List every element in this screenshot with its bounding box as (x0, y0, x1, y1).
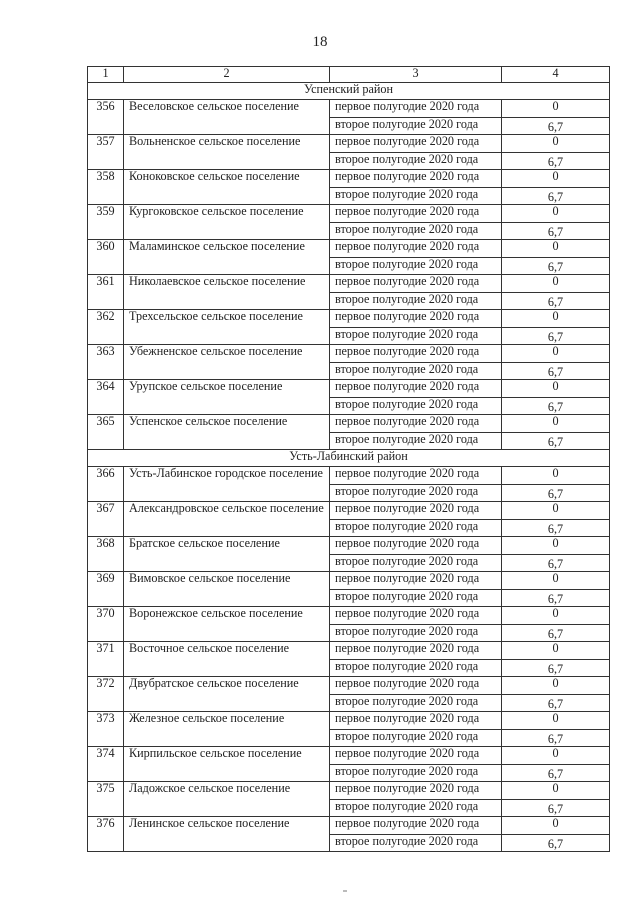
value-first-half: 0 (502, 240, 610, 258)
table-row (88, 607, 610, 625)
value-second-half: 6,7 (502, 292, 610, 310)
table-row (88, 135, 610, 153)
period-second-half: второе полугодие 2020 года (330, 694, 502, 712)
value-first-half: 0 (502, 572, 610, 590)
period-second-half: второе полугодие 2020 года (330, 327, 502, 345)
value-second-half: 6,7 (502, 484, 610, 502)
value-second-half: 6,7 (502, 362, 610, 380)
period-second-half: второе полугодие 2020 года (330, 292, 502, 310)
period-second-half: второе полугодие 2020 года (330, 729, 502, 747)
value-first-half: 0 (502, 817, 610, 835)
column-header-4: 4 (502, 67, 610, 83)
row-number: 365 (88, 415, 124, 450)
settlement-name: Николаевское сельское поселение (124, 275, 330, 310)
value-second-half: 6,7 (502, 694, 610, 712)
period-second-half: второе полугодие 2020 года (330, 764, 502, 782)
settlement-name: Веселовское сельское поселение (124, 100, 330, 135)
settlement-name: Железное сельское поселение (124, 712, 330, 747)
column-header-3: 3 (330, 67, 502, 83)
row-number: 374 (88, 747, 124, 782)
allocation-table (87, 66, 610, 852)
period-first-half: первое полугодие 2020 года (330, 310, 502, 328)
table-row (88, 275, 610, 293)
settlement-name: Убежненское сельское поселение (124, 345, 330, 380)
period-second-half: второе полугодие 2020 года (330, 659, 502, 677)
settlement-name: Маламинское сельское поселение (124, 240, 330, 275)
period-first-half: первое полугодие 2020 года (330, 747, 502, 765)
row-number: 372 (88, 677, 124, 712)
row-number: 359 (88, 205, 124, 240)
period-second-half: второе полугодие 2020 года (330, 117, 502, 135)
value-second-half: 6,7 (502, 589, 610, 607)
period-first-half: первое полугодие 2020 года (330, 712, 502, 730)
settlement-name: Александровское сельское поселение (124, 502, 330, 537)
value-first-half: 0 (502, 782, 610, 800)
table-row (88, 467, 610, 485)
period-first-half: первое полугодие 2020 года (330, 205, 502, 223)
value-first-half: 0 (502, 502, 610, 520)
settlement-name: Урупское сельское поселение (124, 380, 330, 415)
period-second-half: второе полугодие 2020 года (330, 589, 502, 607)
value-second-half: 6,7 (502, 519, 610, 537)
value-first-half: 0 (502, 205, 610, 223)
row-number: 375 (88, 782, 124, 817)
period-second-half: второе полугодие 2020 года (330, 834, 502, 852)
period-second-half: второе полугодие 2020 года (330, 257, 502, 275)
table-row (88, 747, 610, 765)
value-second-half: 6,7 (502, 554, 610, 572)
period-second-half: второе полугодие 2020 года (330, 799, 502, 817)
period-first-half: первое полугодие 2020 года (330, 817, 502, 835)
value-first-half: 0 (502, 747, 610, 765)
period-first-half: первое полугодие 2020 года (330, 572, 502, 590)
settlement-name: Успенское сельское поселение (124, 415, 330, 450)
table-row (88, 712, 610, 730)
table-row (88, 537, 610, 555)
row-number: 368 (88, 537, 124, 572)
settlement-name: Восточное сельское поселение (124, 642, 330, 677)
scan-mark (343, 890, 347, 892)
period-first-half: первое полугодие 2020 года (330, 380, 502, 398)
value-first-half: 0 (502, 310, 610, 328)
value-first-half: 0 (502, 345, 610, 363)
page-number: 18 (312, 34, 328, 50)
row-number: 356 (88, 100, 124, 135)
period-first-half: первое полугодие 2020 года (330, 275, 502, 293)
period-second-half: второе полугодие 2020 года (330, 362, 502, 380)
settlement-name: Воронежское сельское поселение (124, 607, 330, 642)
value-second-half: 6,7 (502, 117, 610, 135)
row-number: 370 (88, 607, 124, 642)
region-name: Успенский район (88, 83, 610, 100)
period-second-half: второе полугодие 2020 года (330, 484, 502, 502)
period-second-half: второе полугодие 2020 года (330, 187, 502, 205)
value-second-half: 6,7 (502, 222, 610, 240)
period-first-half: первое полугодие 2020 года (330, 415, 502, 433)
settlement-name: Братское сельское поселение (124, 537, 330, 572)
table-row (88, 345, 610, 363)
period-first-half: первое полугодие 2020 года (330, 135, 502, 153)
value-second-half: 6,7 (502, 327, 610, 345)
settlement-name: Ленинское сельское поселение (124, 817, 330, 852)
table-row (88, 205, 610, 223)
column-header-row (88, 67, 610, 83)
value-second-half: 6,7 (502, 187, 610, 205)
period-first-half: первое полугодие 2020 года (330, 537, 502, 555)
settlement-name: Ладожское сельское поселение (124, 782, 330, 817)
settlement-name: Вимовское сельское поселение (124, 572, 330, 607)
table-row (88, 782, 610, 800)
settlement-name: Коноковское сельское поселение (124, 170, 330, 205)
value-first-half: 0 (502, 275, 610, 293)
period-first-half: первое полугодие 2020 года (330, 642, 502, 660)
table-row (88, 677, 610, 695)
table-row (88, 170, 610, 188)
period-second-half: второе полугодие 2020 года (330, 554, 502, 572)
table-row (88, 572, 610, 590)
period-first-half: первое полугодие 2020 года (330, 100, 502, 118)
period-first-half: первое полугодие 2020 года (330, 345, 502, 363)
region-header-row (88, 450, 610, 467)
column-header-1: 1 (88, 67, 124, 83)
table-row (88, 415, 610, 433)
value-second-half: 6,7 (502, 834, 610, 852)
period-second-half: второе полугодие 2020 года (330, 152, 502, 170)
value-first-half: 0 (502, 135, 610, 153)
row-number: 362 (88, 310, 124, 345)
settlement-name: Трехсельское сельское поселение (124, 310, 330, 345)
table-row (88, 817, 610, 835)
value-first-half: 0 (502, 380, 610, 398)
row-number: 366 (88, 467, 124, 502)
value-first-half: 0 (502, 642, 610, 660)
value-first-half: 0 (502, 100, 610, 118)
period-second-half: второе полугодие 2020 года (330, 222, 502, 240)
row-number: 369 (88, 572, 124, 607)
value-second-half: 6,7 (502, 729, 610, 747)
value-first-half: 0 (502, 537, 610, 555)
table-body (88, 67, 610, 852)
table-row (88, 380, 610, 398)
row-number: 361 (88, 275, 124, 310)
value-second-half: 6,7 (502, 624, 610, 642)
period-second-half: второе полугодие 2020 года (330, 397, 502, 415)
value-second-half: 6,7 (502, 764, 610, 782)
region-header-row (88, 83, 610, 100)
row-number: 373 (88, 712, 124, 747)
table-row (88, 100, 610, 118)
value-first-half: 0 (502, 170, 610, 188)
value-second-half: 6,7 (502, 397, 610, 415)
row-number: 364 (88, 380, 124, 415)
region-name: Усть-Лабинский район (88, 450, 610, 467)
settlement-name: Усть-Лабинское городское поселение (124, 467, 330, 502)
row-number: 360 (88, 240, 124, 275)
row-number: 357 (88, 135, 124, 170)
period-first-half: первое полугодие 2020 года (330, 467, 502, 485)
row-number: 376 (88, 817, 124, 852)
period-first-half: первое полугодие 2020 года (330, 677, 502, 695)
value-second-half: 6,7 (502, 152, 610, 170)
period-second-half: второе полугодие 2020 года (330, 432, 502, 450)
value-second-half: 6,7 (502, 799, 610, 817)
value-first-half: 0 (502, 415, 610, 433)
settlement-name: Вольненское сельское поселение (124, 135, 330, 170)
value-first-half: 0 (502, 467, 610, 485)
value-second-half: 6,7 (502, 432, 610, 450)
value-second-half: 6,7 (502, 659, 610, 677)
settlement-name: Двубратское сельское поселение (124, 677, 330, 712)
value-first-half: 0 (502, 712, 610, 730)
value-first-half: 0 (502, 607, 610, 625)
table-row (88, 642, 610, 660)
column-header-2: 2 (124, 67, 330, 83)
row-number: 367 (88, 502, 124, 537)
row-number: 358 (88, 170, 124, 205)
period-second-half: второе полугодие 2020 года (330, 519, 502, 537)
table-row (88, 502, 610, 520)
value-second-half: 6,7 (502, 257, 610, 275)
settlement-name: Кирпильское сельское поселение (124, 747, 330, 782)
table-row (88, 310, 610, 328)
row-number: 371 (88, 642, 124, 677)
period-second-half: второе полугодие 2020 года (330, 624, 502, 642)
value-first-half: 0 (502, 677, 610, 695)
period-first-half: первое полугодие 2020 года (330, 240, 502, 258)
period-first-half: первое полугодие 2020 года (330, 782, 502, 800)
period-first-half: первое полугодие 2020 года (330, 502, 502, 520)
settlement-name: Кургоковское сельское поселение (124, 205, 330, 240)
period-first-half: первое полугодие 2020 года (330, 607, 502, 625)
row-number: 363 (88, 345, 124, 380)
period-first-half: первое полугодие 2020 года (330, 170, 502, 188)
table-row (88, 240, 610, 258)
